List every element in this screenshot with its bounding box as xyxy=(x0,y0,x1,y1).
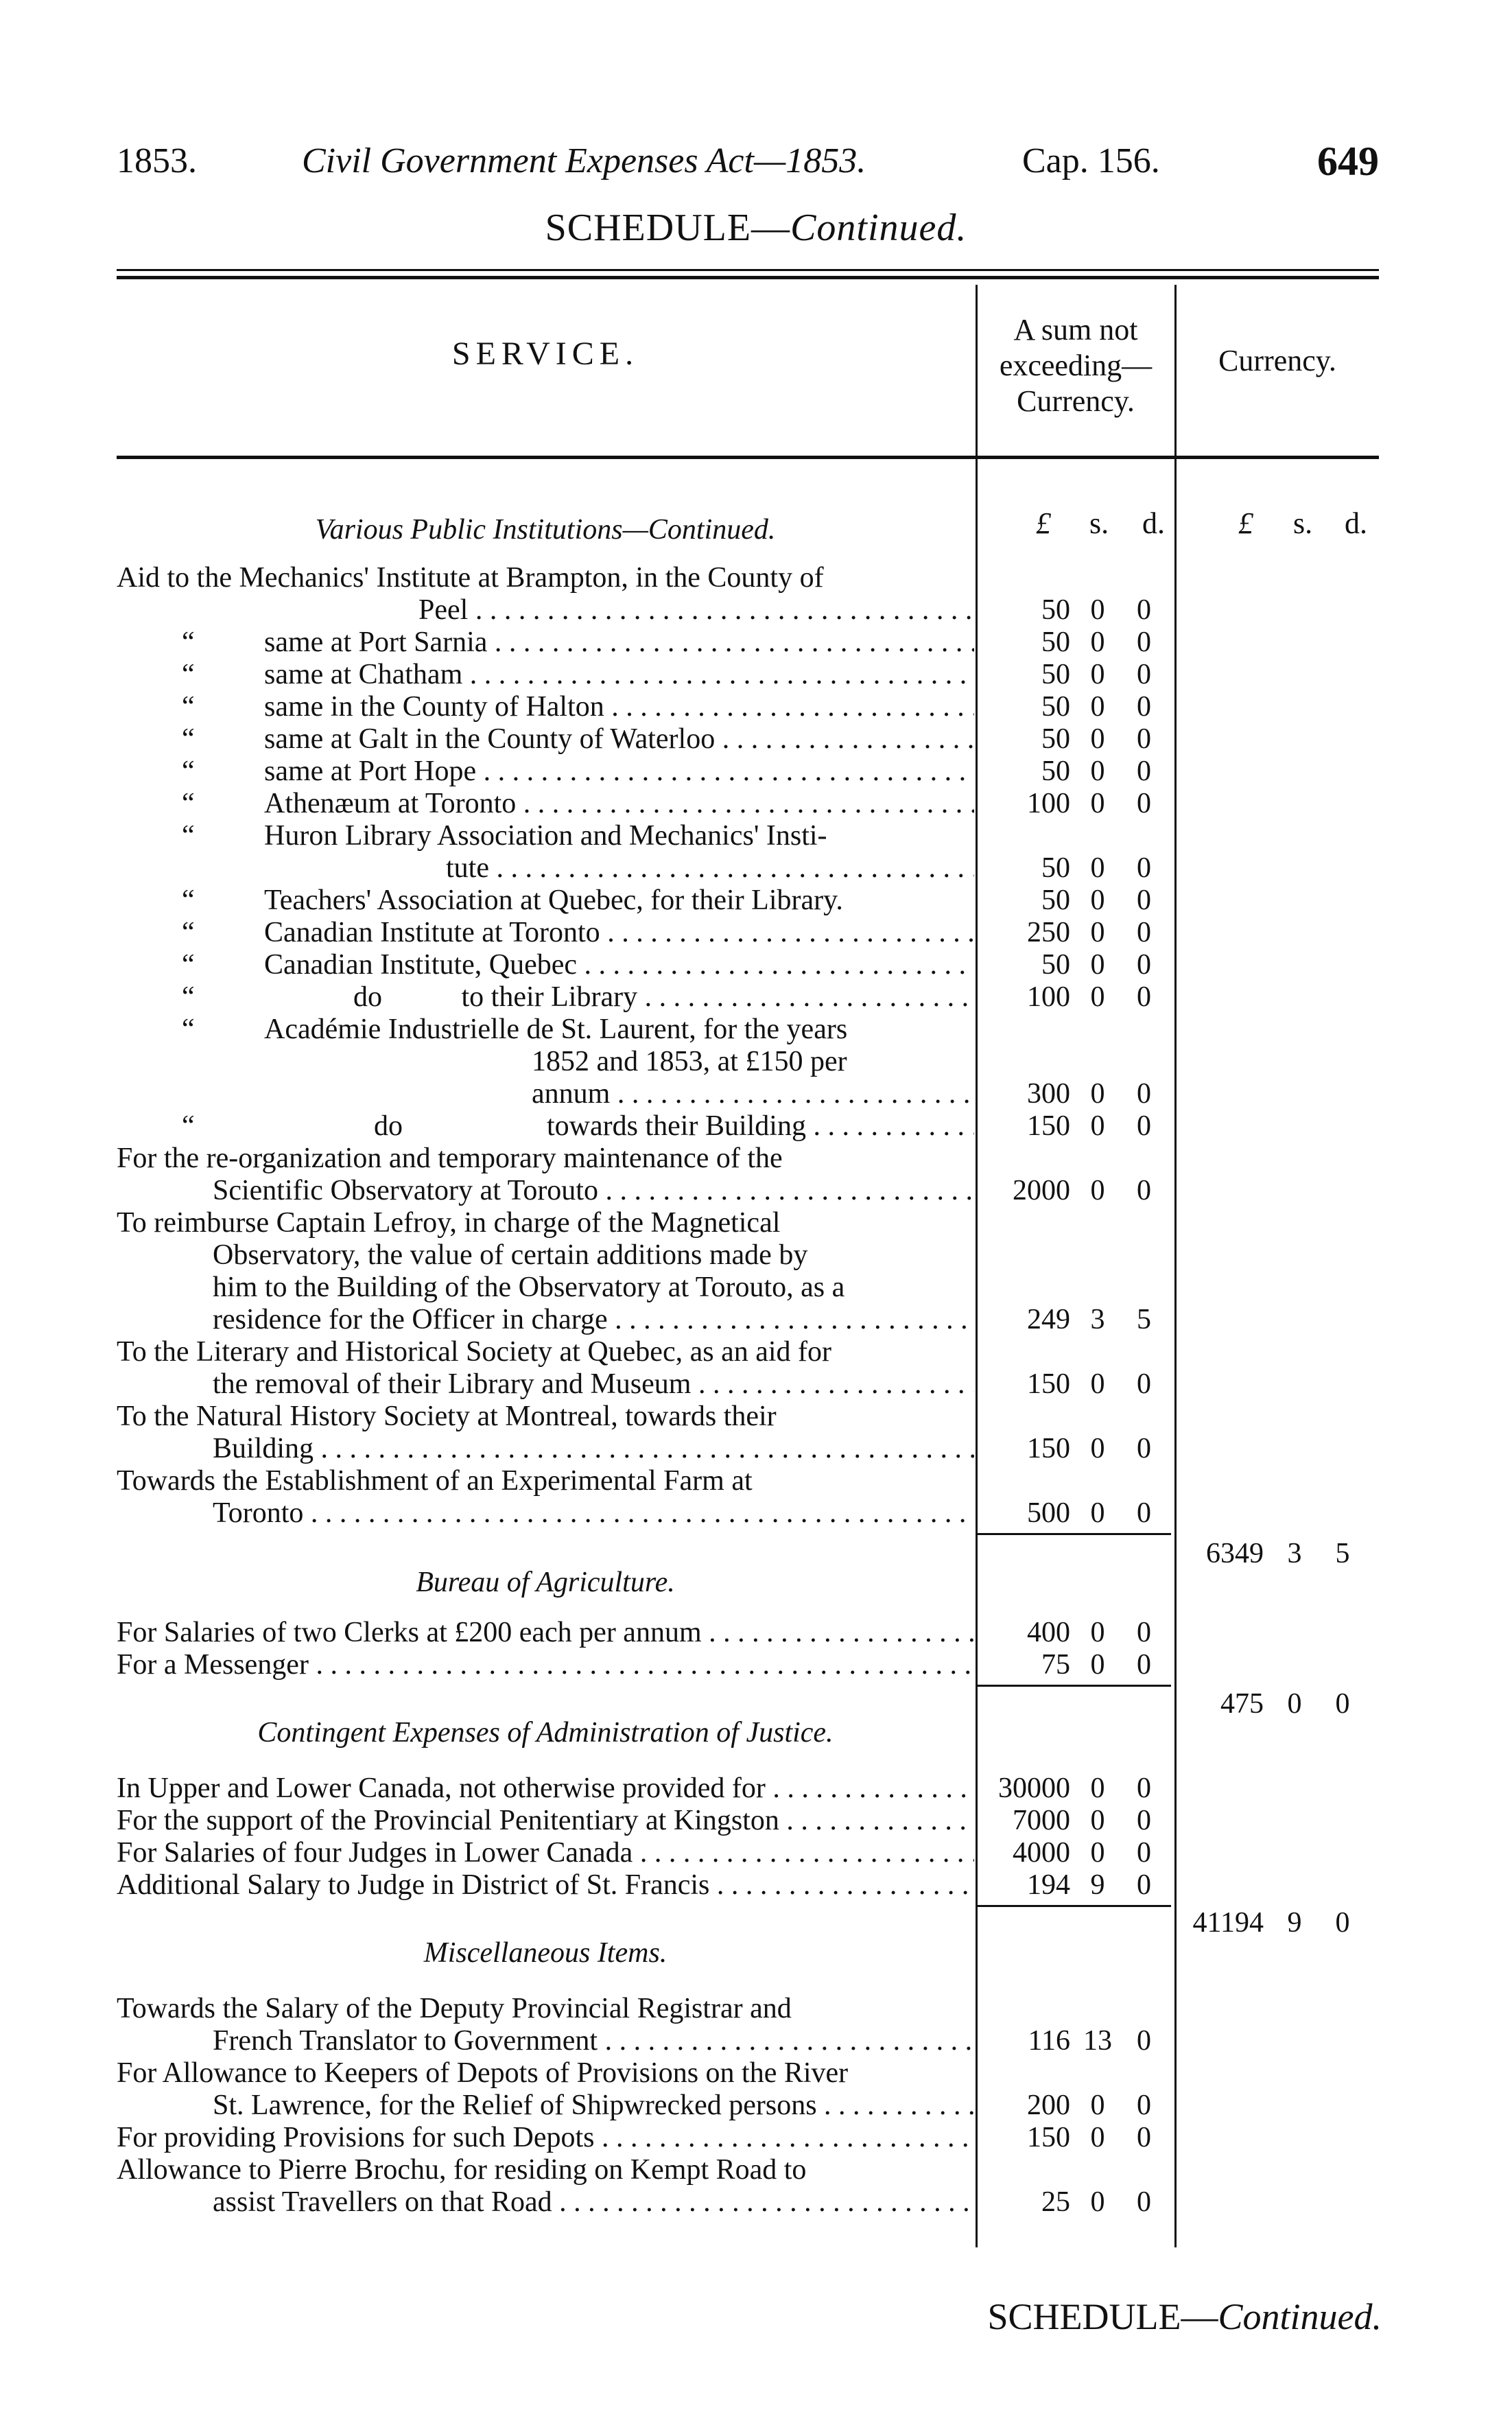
table-row xyxy=(117,1649,1379,1681)
amount-shillings: 0 xyxy=(1090,2090,1105,2121)
row-description: Teachers' Association at Quebec, for their Library. xyxy=(264,885,843,916)
amount-pounds: 116 xyxy=(1028,2025,1070,2057)
amount-pence-unit: d. xyxy=(1142,506,1165,540)
amount-shillings: 0 xyxy=(1090,1497,1105,1529)
table-row xyxy=(117,2025,1379,2057)
row-description: residence for the Officer in charge . . . xyxy=(213,1304,974,1336)
table-row xyxy=(117,1078,1379,1110)
amount-pounds: 50 xyxy=(1041,885,1070,916)
schedule-footer xyxy=(988,2295,1382,2338)
row-description: Académie Industrielle de St. Laurent, for the years xyxy=(264,1014,848,1045)
amount-shillings: 0 xyxy=(1090,1175,1105,1206)
row-description: To the Natural History Society at Montreal, towards their xyxy=(117,1401,777,1432)
currency-column-header: Currency. xyxy=(1218,344,1336,377)
amount-shillings: 0 xyxy=(1090,594,1105,626)
header-year: 1853. xyxy=(117,141,197,180)
table-row xyxy=(117,1046,1379,1078)
amount-pounds: 194 xyxy=(1027,1869,1070,1901)
row-description: To the Literary and Historical Society at Quebec, as an aid for xyxy=(117,1336,832,1368)
amount-pounds: 400 xyxy=(1027,1617,1070,1648)
row-description: Canadian Institute at Toronto . . . xyxy=(264,917,974,949)
row-description: Peel . . . xyxy=(418,594,974,627)
amount-pounds: 4000 xyxy=(1013,1837,1070,1869)
amount-pounds: 30000 xyxy=(998,1773,1070,1804)
amount-pounds: 75 xyxy=(1041,1649,1070,1681)
table-row xyxy=(117,852,1379,885)
amount-pounds: 50 xyxy=(1041,659,1070,690)
amount-pence: 0 xyxy=(1137,949,1151,981)
row-description: 1852 and 1853, at £150 per xyxy=(532,1046,847,1077)
table-row xyxy=(117,756,1379,788)
currency-pounds: 6349 xyxy=(1206,1538,1264,1569)
amount-pence: 0 xyxy=(1137,1110,1151,1142)
table-row xyxy=(117,1433,1379,1465)
currency-pence: 0 xyxy=(1335,1907,1350,1939)
amount-shilling-unit: s. xyxy=(1089,506,1109,540)
row-description: do to their Library . . . xyxy=(353,981,974,1014)
row-description: Additional Salary to Judge in District of St. Francis . . . xyxy=(117,1869,974,1902)
table-row xyxy=(117,949,1379,981)
section-heading: Contingent Expenses of Administration of Justice. xyxy=(257,1717,834,1748)
subtotal-row xyxy=(117,1902,1379,1939)
ditto-mark: “ xyxy=(182,756,195,787)
table-row xyxy=(117,1497,1379,1530)
amount-header-line-2: exceeding— xyxy=(999,349,1153,382)
amount-pounds: 2000 xyxy=(1013,1175,1070,1206)
subtotal-row xyxy=(117,1530,1379,1569)
amount-shillings: 0 xyxy=(1090,659,1105,690)
amount-pence: 0 xyxy=(1137,2186,1151,2218)
amount-pence: 0 xyxy=(1137,1617,1151,1648)
amount-shillings: 0 xyxy=(1090,1773,1105,1804)
table-row xyxy=(117,1014,1379,1046)
table-row xyxy=(117,820,1379,852)
currency-pence: 5 xyxy=(1335,1538,1350,1569)
ditto-mark: “ xyxy=(182,949,195,981)
amount-pounds: 25 xyxy=(1041,2186,1070,2218)
amount-shillings: 0 xyxy=(1090,691,1105,723)
amount-pence: 0 xyxy=(1137,852,1151,884)
amount-pence: 0 xyxy=(1137,917,1151,948)
ditto-mark: “ xyxy=(182,917,195,948)
table-row xyxy=(117,1304,1379,1336)
row-description: St. Lawrence, for the Relief of Shipwrecked persons . . . xyxy=(213,2090,974,2122)
amount-pounds: 150 xyxy=(1027,1368,1070,1400)
table-row xyxy=(117,1401,1379,1433)
amount-pence: 0 xyxy=(1137,1078,1151,1110)
amount-pounds: 50 xyxy=(1041,627,1070,658)
amount-pence: 0 xyxy=(1137,1497,1151,1529)
row-description: Scientific Observatory at Torouto . . . xyxy=(213,1175,974,1207)
ditto-mark: “ xyxy=(182,627,195,658)
table-row xyxy=(117,885,1379,917)
table-row xyxy=(117,1175,1379,1207)
subtotal-row xyxy=(117,1681,1379,1720)
row-description: For providing Provisions for such Depots . . . xyxy=(117,2122,974,2154)
amount-shillings: 0 xyxy=(1090,1368,1105,1400)
row-description: For Allowance to Keepers of Depots of Provisions on the River xyxy=(117,2057,849,2089)
table-row xyxy=(117,691,1379,723)
table-row xyxy=(117,1336,1379,1368)
section-heading: Bureau of Agriculture. xyxy=(416,1567,675,1598)
table-row xyxy=(117,2122,1379,2154)
amount-shillings: 0 xyxy=(1090,1110,1105,1142)
currency-shillings: 3 xyxy=(1287,1538,1302,1569)
amount-pounds: 50 xyxy=(1041,756,1070,787)
schedule-title xyxy=(0,206,1512,250)
amount-pence: 0 xyxy=(1137,1805,1151,1836)
amount-shillings: 0 xyxy=(1090,885,1105,916)
amount-pounds: 50 xyxy=(1041,723,1070,755)
row-description: same at Port Sarnia . . . xyxy=(264,627,974,659)
table-row xyxy=(117,788,1379,820)
ditto-mark: “ xyxy=(182,981,195,1013)
amount-shillings: 0 xyxy=(1090,1649,1105,1681)
row-description: Athenæum at Toronto . . . xyxy=(264,788,974,820)
header-rule xyxy=(117,456,1379,459)
page-number: 649 xyxy=(1317,139,1379,184)
table-row xyxy=(117,2057,1379,2090)
header-chapter: Cap. 156. xyxy=(1022,141,1160,180)
table-row xyxy=(117,1110,1379,1143)
amount-pounds: 150 xyxy=(1027,1433,1070,1464)
amount-shillings: 0 xyxy=(1090,917,1105,948)
amount-shillings: 0 xyxy=(1090,788,1105,819)
amount-pence: 0 xyxy=(1137,1175,1151,1206)
table-row xyxy=(117,723,1379,756)
currency-shillings: 9 xyxy=(1287,1907,1302,1939)
table-row xyxy=(117,1272,1379,1304)
top-rule-2 xyxy=(117,276,1379,279)
table-row xyxy=(117,981,1379,1014)
table-row xyxy=(117,2090,1379,2122)
amount-pounds: 50 xyxy=(1041,949,1070,981)
ditto-mark: “ xyxy=(182,1110,195,1142)
schedule-title-continued: Continued. xyxy=(790,207,967,249)
table-row xyxy=(117,917,1379,949)
currency-shilling-unit: s. xyxy=(1293,506,1313,540)
table-row xyxy=(117,1239,1379,1272)
row-description: Canadian Institute, Quebec . . . xyxy=(264,949,974,981)
row-description: Building . . . xyxy=(213,1433,974,1465)
amount-pence: 0 xyxy=(1137,1368,1151,1400)
currency-shillings: 0 xyxy=(1287,1688,1302,1720)
table-row xyxy=(117,1143,1379,1175)
row-description: do towards their Building . . . xyxy=(374,1110,974,1143)
amount-pounds: 100 xyxy=(1027,788,1070,819)
table-row xyxy=(117,2154,1379,2186)
amount-pence: 0 xyxy=(1137,2025,1151,2057)
amount-pounds: 200 xyxy=(1027,2090,1070,2121)
service-column-header: SERVICE. xyxy=(451,336,639,372)
table-row xyxy=(117,1368,1379,1401)
table-row xyxy=(117,1837,1379,1869)
amount-pence: 0 xyxy=(1137,2122,1151,2153)
amount-shillings: 0 xyxy=(1090,981,1105,1013)
amount-pounds: 100 xyxy=(1027,981,1070,1013)
amount-shillings: 9 xyxy=(1090,1869,1105,1901)
table-row xyxy=(117,1869,1379,1902)
amount-pence: 0 xyxy=(1137,627,1151,658)
amount-pence: 5 xyxy=(1137,1304,1151,1335)
ditto-mark: “ xyxy=(182,1014,195,1045)
row-description: Observatory, the value of certain additions made by xyxy=(213,1239,808,1271)
table-row xyxy=(117,1207,1379,1239)
page-header xyxy=(117,134,1379,189)
amount-column-header xyxy=(979,312,1172,419)
amount-pence: 0 xyxy=(1137,788,1151,819)
amount-pence: 0 xyxy=(1137,659,1151,690)
row-description: Toronto . . . xyxy=(213,1497,974,1530)
row-description: the removal of their Library and Museum . . . xyxy=(213,1368,974,1401)
amount-shillings: 0 xyxy=(1090,723,1105,755)
ditto-mark: “ xyxy=(182,691,195,723)
row-description: French Translator to Government . . . xyxy=(213,2025,974,2057)
table-row xyxy=(117,1773,1379,1805)
row-description: annum . . . xyxy=(532,1078,978,1110)
ditto-mark: “ xyxy=(182,885,195,916)
row-description: For the re-organization and temporary maintenance of the xyxy=(117,1143,783,1174)
table-row xyxy=(117,627,1379,659)
footer-continued: Continued. xyxy=(1218,2296,1382,2337)
amount-pounds: 500 xyxy=(1027,1497,1070,1529)
row-description: assist Travellers on that Road . . . xyxy=(213,2186,974,2219)
amount-shillings: 0 xyxy=(1090,1837,1105,1869)
amount-shillings: 0 xyxy=(1090,1617,1105,1648)
amount-pence: 0 xyxy=(1137,1433,1151,1464)
amount-shillings: 0 xyxy=(1090,756,1105,787)
amount-pence: 0 xyxy=(1137,1649,1151,1681)
amount-header-line-1: A sum not xyxy=(1013,313,1138,347)
currency-pounds: 41194 xyxy=(1192,1907,1264,1939)
row-description: For the support of the Provincial Penitentiary at Kingston . . . xyxy=(117,1805,974,1837)
ditto-mark: “ xyxy=(182,659,195,690)
amount-pence: 0 xyxy=(1137,1837,1151,1869)
amount-pounds: 7000 xyxy=(1013,1805,1070,1836)
table-row xyxy=(117,1805,1379,1837)
amount-pence: 0 xyxy=(1137,594,1151,626)
amount-pence: 0 xyxy=(1137,981,1151,1013)
amount-shillings: 13 xyxy=(1083,2025,1112,2057)
amount-pounds: 50 xyxy=(1041,691,1070,723)
amount-pence: 0 xyxy=(1137,1773,1151,1804)
top-rule-1 xyxy=(117,269,1379,271)
amount-pence: 0 xyxy=(1137,723,1151,755)
amount-shillings: 0 xyxy=(1090,1078,1105,1110)
ditto-mark: “ xyxy=(182,788,195,819)
amount-shillings: 0 xyxy=(1090,2122,1105,2153)
table-row xyxy=(117,2186,1379,2219)
ditto-mark: “ xyxy=(182,820,195,852)
row-description: Towards the Establishment of an Experimental Farm at xyxy=(117,1465,753,1497)
currency-pence-unit: d. xyxy=(1345,506,1367,540)
section-heading: Various Public Institutions—Continued. xyxy=(315,514,776,546)
amount-pounds: 150 xyxy=(1027,2122,1070,2153)
table-row xyxy=(117,594,1379,627)
table-row xyxy=(117,1993,1379,2025)
row-description: same at Galt in the County of Waterloo . . . xyxy=(264,723,974,756)
ditto-mark: “ xyxy=(182,723,195,755)
amount-pence: 0 xyxy=(1137,756,1151,787)
amount-shillings: 0 xyxy=(1090,1805,1105,1836)
section-heading: Miscellaneous Items. xyxy=(423,1937,668,1969)
amount-pence: 0 xyxy=(1137,885,1151,916)
amount-header-line-3: Currency. xyxy=(1017,384,1135,418)
currency-pound-unit: £ xyxy=(1238,506,1253,540)
amount-pounds: 150 xyxy=(1027,1110,1070,1142)
schedule-body xyxy=(117,498,1379,2219)
footer-main: SCHEDULE— xyxy=(987,2296,1218,2337)
table-row xyxy=(117,562,1379,594)
amount-pound-unit: £ xyxy=(1036,506,1051,540)
row-description: Towards the Salary of the Deputy Provincial Registrar and xyxy=(117,1993,792,2024)
amount-pounds: 250 xyxy=(1027,917,1070,948)
currency-pounds: 475 xyxy=(1220,1688,1264,1720)
amount-shillings: 0 xyxy=(1090,2186,1105,2218)
table-row xyxy=(117,1617,1379,1649)
amount-pounds: 249 xyxy=(1027,1304,1070,1335)
row-description: Allowance to Pierre Brochu, for residing on Kempt Road to xyxy=(117,2154,807,2186)
amount-pounds: 50 xyxy=(1041,852,1070,884)
row-description: In Upper and Lower Canada, not otherwise provided for . . . xyxy=(117,1773,974,1805)
amount-pounds: 50 xyxy=(1041,594,1070,626)
row-description: tute . . . xyxy=(446,852,974,885)
amount-shillings: 0 xyxy=(1090,949,1105,981)
row-description: For Salaries of four Judges in Lower Canada . . . xyxy=(117,1837,974,1869)
amount-pence: 0 xyxy=(1137,691,1151,723)
row-description: For Salaries of two Clerks at £200 each per annum . . . xyxy=(117,1617,974,1649)
row-description: same at Chatham . . . xyxy=(264,659,974,691)
amount-shillings: 3 xyxy=(1090,1304,1105,1335)
currency-pence: 0 xyxy=(1335,1688,1350,1720)
amount-shillings: 0 xyxy=(1090,627,1105,658)
amount-shillings: 0 xyxy=(1090,852,1105,884)
header-title: Civil Government Expenses Act—1853. xyxy=(302,141,866,180)
row-description: For a Messenger . . . xyxy=(117,1649,974,1681)
table-row xyxy=(117,1465,1379,1497)
amount-pence: 0 xyxy=(1137,2090,1151,2121)
amount-shillings: 0 xyxy=(1090,1433,1105,1464)
schedule-title-main: SCHEDULE— xyxy=(545,207,791,249)
row-description: same at Port Hope . . . xyxy=(264,756,974,788)
row-description: Huron Library Association and Mechanics' Insti- xyxy=(264,820,827,852)
row-description: To reimburse Captain Lefroy, in charge of the Magnetical xyxy=(117,1207,781,1239)
amount-pounds: 300 xyxy=(1027,1078,1070,1110)
table-row xyxy=(117,659,1379,691)
row-description: him to the Building of the Observatory at Torouto, as a xyxy=(213,1272,845,1303)
amount-pence: 0 xyxy=(1137,1869,1151,1901)
row-description: same in the County of Halton . . . xyxy=(264,691,974,723)
row-description: Aid to the Mechanics' Institute at Brampton, in the County of xyxy=(117,562,824,594)
